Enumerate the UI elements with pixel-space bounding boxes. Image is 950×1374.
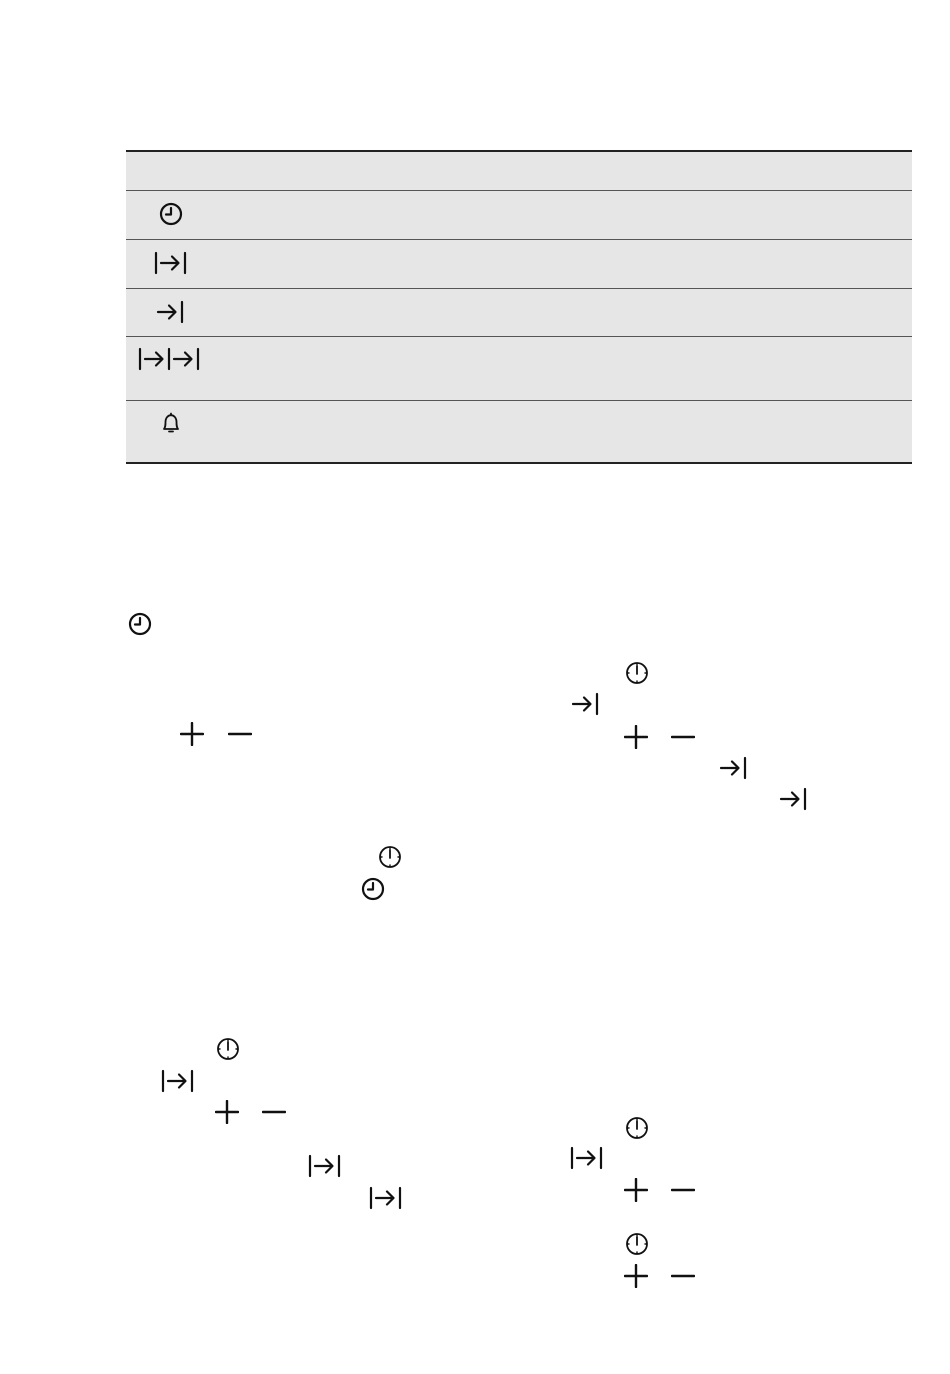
end-icon — [126, 300, 216, 324]
clock-icon — [361, 877, 385, 901]
plus-icon — [624, 1264, 648, 1288]
timer-icon — [625, 1232, 649, 1256]
timer-icon — [625, 1116, 649, 1140]
plus-icon — [180, 722, 204, 746]
clock-icon — [128, 612, 152, 636]
table-row — [126, 337, 912, 401]
duration-icon — [570, 1146, 604, 1170]
table-row — [126, 289, 912, 337]
duration-icon — [369, 1186, 403, 1210]
plus-icon — [624, 725, 648, 749]
duration-icon — [161, 1069, 195, 1093]
minus-icon — [671, 1178, 695, 1202]
table-header — [126, 150, 912, 191]
end-icon — [779, 787, 809, 811]
table-row — [126, 191, 912, 240]
end-icon — [571, 692, 601, 716]
function-table — [126, 150, 912, 464]
time-delay-icon — [126, 347, 216, 371]
clock-icon — [126, 202, 216, 226]
table-row — [126, 240, 912, 289]
plus-icon — [624, 1178, 648, 1202]
plus-icon — [215, 1100, 239, 1124]
bell-icon — [126, 411, 216, 435]
minus-icon — [228, 722, 252, 746]
end-icon — [719, 756, 749, 780]
minus-icon — [262, 1100, 286, 1124]
timer-icon — [378, 845, 402, 869]
duration-icon — [308, 1154, 342, 1178]
minus-icon — [671, 725, 695, 749]
timer-icon — [625, 661, 649, 685]
timer-icon — [216, 1037, 240, 1061]
minus-icon — [671, 1264, 695, 1288]
duration-icon — [126, 251, 216, 275]
table-row — [126, 401, 912, 464]
